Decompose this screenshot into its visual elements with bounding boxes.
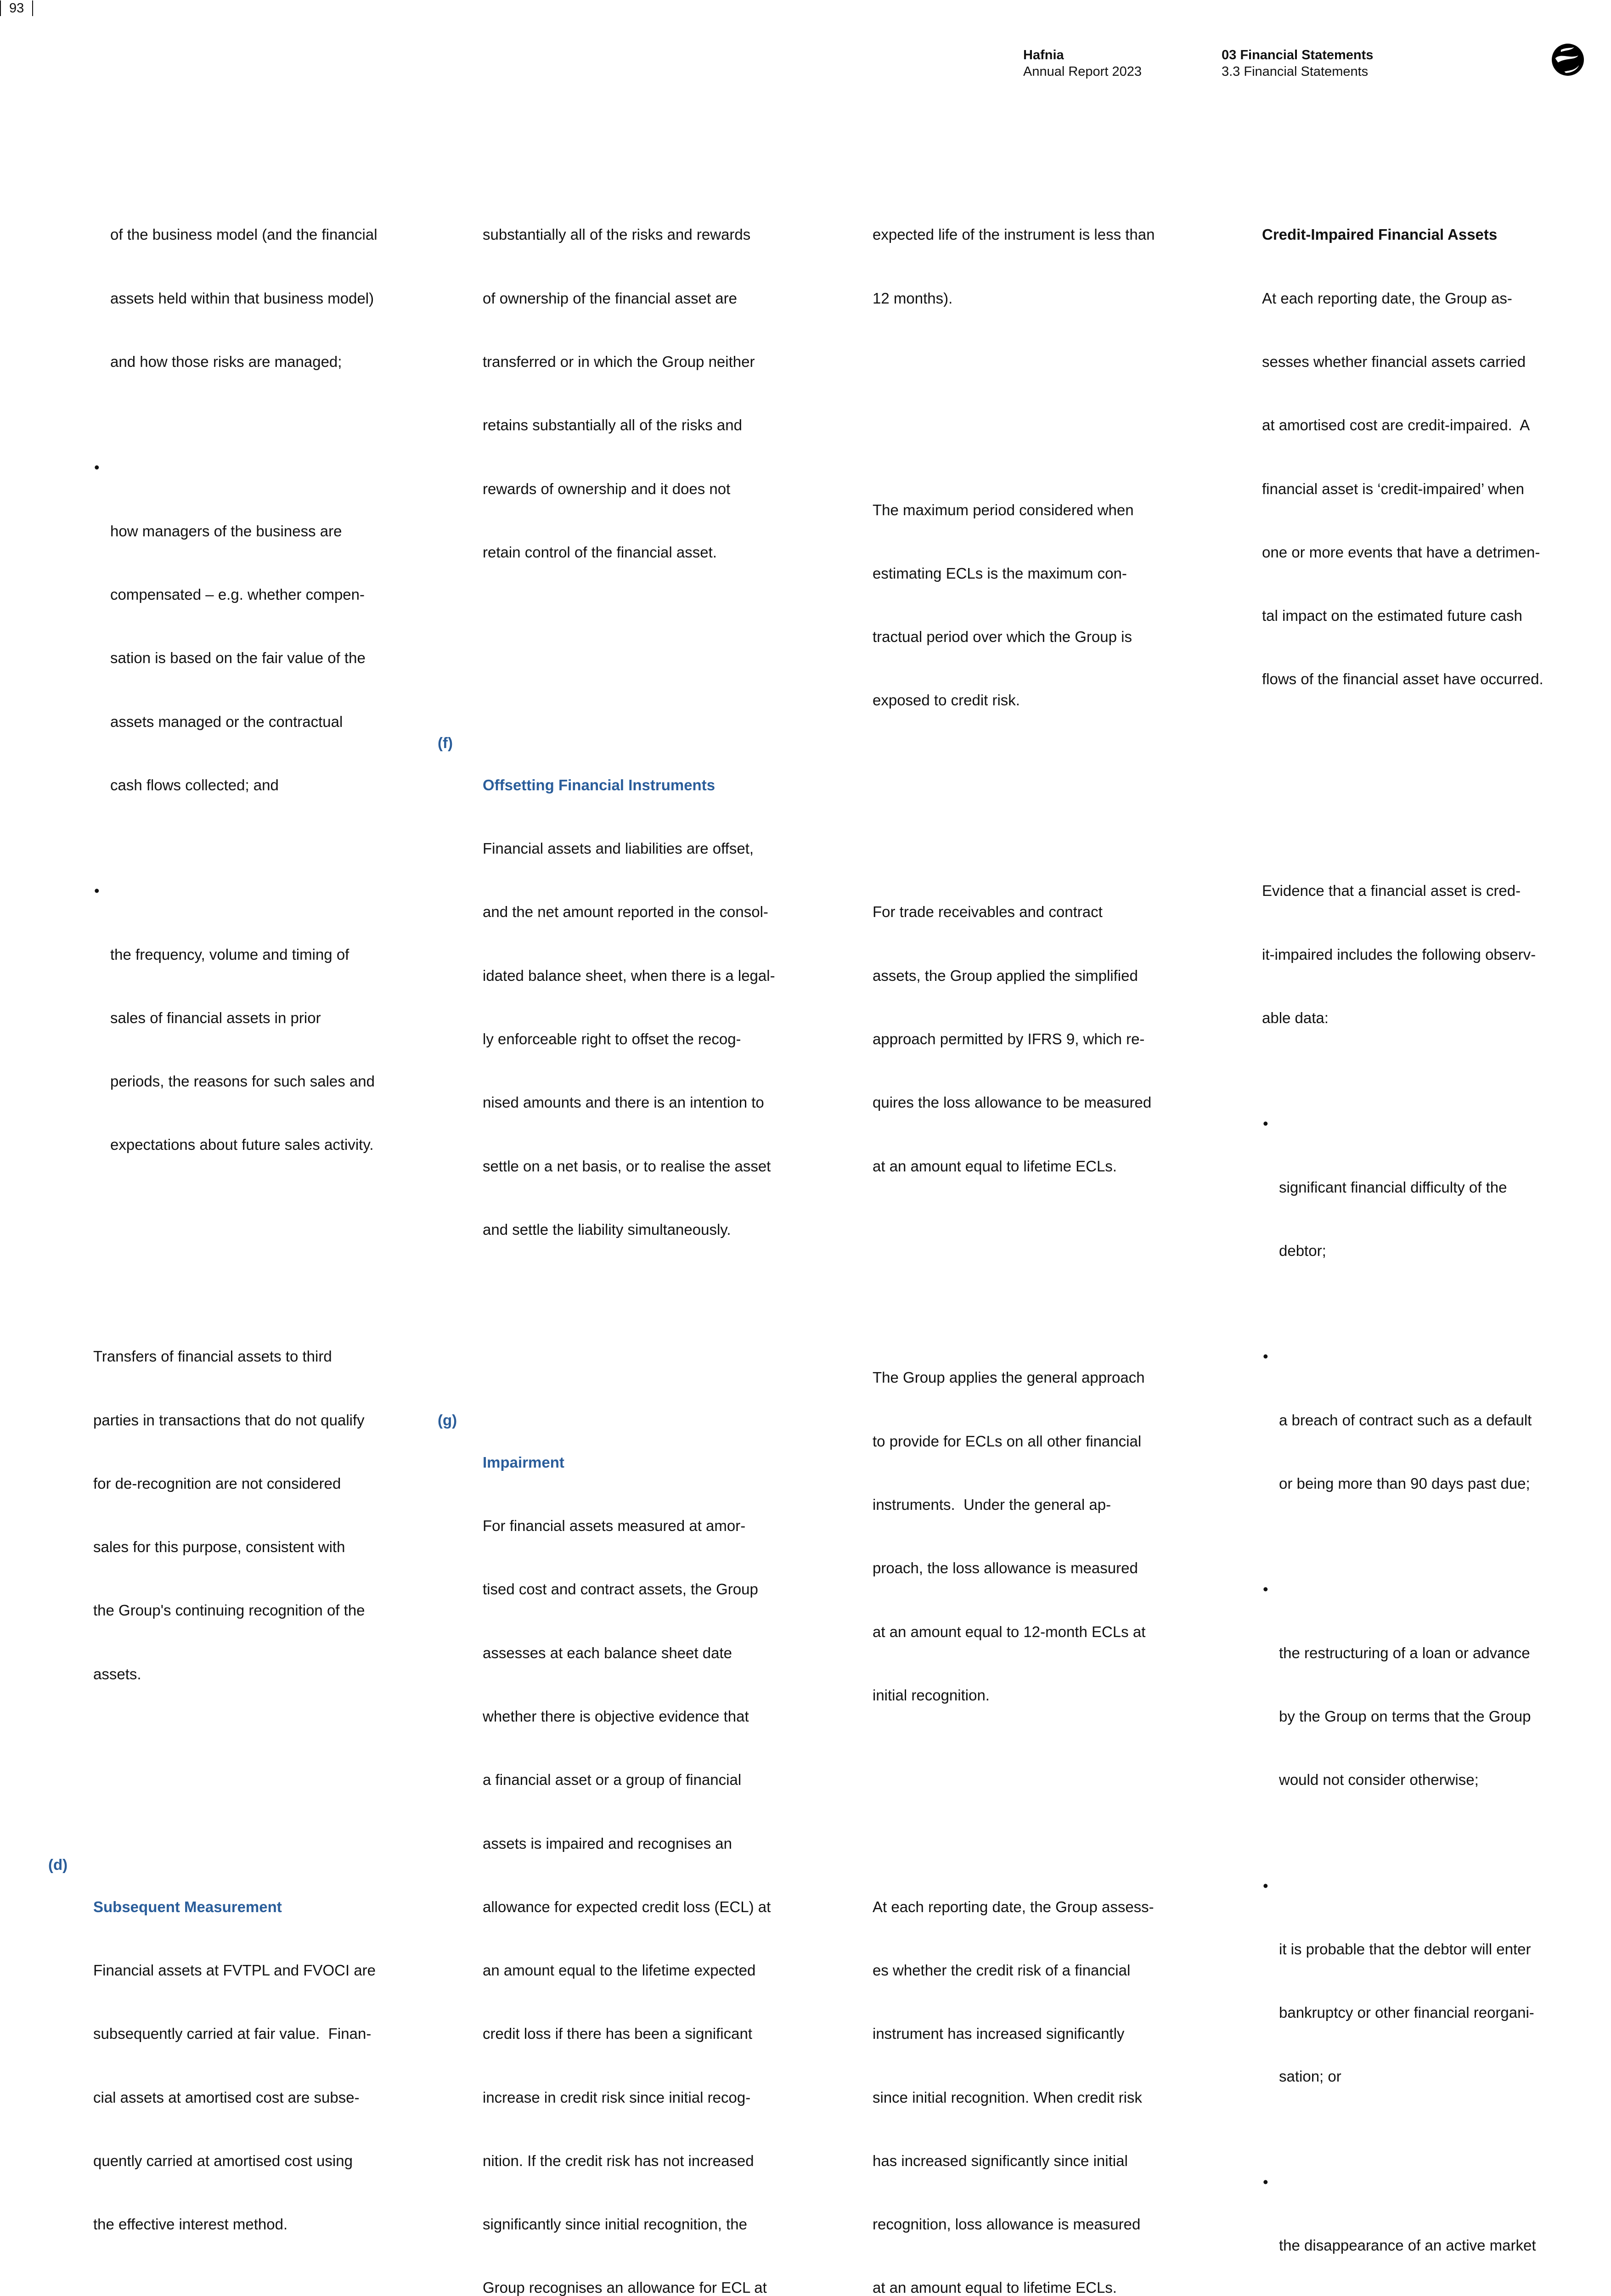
- text-line: at amortised cost are credit-impaired. A: [1262, 415, 1563, 436]
- trade-receivables-paragraph: [873, 859, 1155, 1219]
- section-g: [483, 1389, 775, 2296]
- text-line: how managers of the business are: [110, 521, 377, 542]
- text-line: sation; or: [1279, 2066, 1563, 2087]
- page-number-box: [0, 0, 1611, 17]
- section-d: [93, 1833, 377, 2296]
- text-line: expected life of the instrument is less than: [873, 224, 1155, 245]
- text-line: tal impact on the estimated future cash: [1262, 605, 1563, 626]
- text-line: instrument has increased significantly: [873, 2023, 1155, 2044]
- text-line: The Group applies the general approach: [873, 1367, 1155, 1388]
- text-line: one or more events that have a detrimen-: [1262, 542, 1563, 563]
- bullet-icon: •: [1263, 1875, 1268, 1896]
- text-line: the frequency, volume and timing of: [110, 944, 377, 965]
- section-tag: (d): [48, 1854, 68, 1875]
- text-line: at an amount equal to lifetime ECLs.: [873, 1156, 1155, 1177]
- text-line: sales for this purpose, consistent with: [93, 1536, 377, 1558]
- text-line: proach, the loss allowance is measured: [873, 1558, 1155, 1579]
- text-line: the effective interest method.: [93, 2214, 377, 2235]
- text-line: sation is based on the fair value of the: [110, 647, 377, 669]
- text-line: expectations about future sales activity.: [110, 1134, 377, 1155]
- text-line: an amount equal to the lifetime expected: [483, 1960, 775, 1981]
- text-line: parties in transactions that do not qualify: [93, 1410, 377, 1431]
- general-approach-paragraph: [873, 1325, 1155, 1748]
- section-heading: Impairment: [483, 1452, 775, 1473]
- text-line: of the business model (and the financial: [110, 224, 377, 245]
- column-3: [873, 140, 1155, 2296]
- text-line: 12 months).: [873, 288, 1155, 309]
- list-item: [1262, 1346, 1563, 1536]
- text-line: tractual period over which the Group is: [873, 626, 1155, 647]
- text-line: the Group's continuing recognition of the: [93, 1600, 377, 1621]
- report-title: Annual Report 2023: [1023, 63, 1142, 80]
- section-f: [483, 711, 775, 1283]
- bullet-continuation: [93, 182, 377, 415]
- list-item: [1262, 1579, 1563, 1833]
- header-brand: [1023, 47, 1142, 80]
- text-line: the restructuring of a loan or advance: [1279, 1643, 1563, 1664]
- section-tag: (g): [438, 1410, 457, 1431]
- text-line: significant financial difficulty of the: [1279, 1177, 1563, 1198]
- evidence-paragraph: [1262, 838, 1563, 1071]
- text-line: financial asset is ‘credit-impaired’ when: [1262, 478, 1563, 500]
- text-line: increase in credit risk since initial recog-: [483, 2087, 775, 2108]
- spacer: [873, 796, 1155, 817]
- text-line: of ownership of the financial asset are: [483, 288, 775, 309]
- text-line: sesses whether financial assets carried: [1262, 351, 1563, 372]
- text-line: assets held within that business model): [110, 288, 377, 309]
- section-title: 03 Financial Statements: [1222, 47, 1373, 63]
- text-line: since initial recognition. When credit risk: [873, 2087, 1155, 2108]
- text-line: Group recognises an allowance for ECL at: [483, 2277, 775, 2296]
- spacer: [873, 394, 1155, 415]
- text-line: assets.: [93, 1664, 377, 1685]
- column-4: [1262, 140, 1563, 2296]
- company-name: Hafnia: [1023, 47, 1142, 63]
- section-heading: Subsequent Measurement: [93, 1896, 377, 1918]
- text-line: would not consider otherwise;: [1279, 1769, 1563, 1790]
- text-line: a breach of contract such as a default: [1279, 1410, 1563, 1431]
- header-section: [1222, 47, 1373, 80]
- continuation-paragraph: [873, 182, 1155, 351]
- text-line: es whether the credit risk of a financial: [873, 1960, 1155, 1981]
- text-line: At each reporting date, the Group assess-: [873, 1896, 1155, 1918]
- text-line: by the Group on terms that the Group: [1279, 1706, 1563, 1727]
- reporting-date-paragraph: [873, 1854, 1155, 2296]
- text-line: to provide for ECLs on all other financial: [873, 1431, 1155, 1452]
- text-line: at an amount equal to lifetime ECLs.: [873, 2277, 1155, 2296]
- subsection-title: 3.3 Financial Statements: [1222, 63, 1373, 80]
- column-1: [93, 140, 377, 2296]
- text-line: For financial assets measured at amor-: [483, 1515, 775, 1536]
- credit-impaired-section: [1262, 182, 1563, 732]
- section-tag: (f): [438, 732, 453, 754]
- text-line: quently carried at amortised cost using: [93, 2150, 377, 2172]
- text-line: Transfers of financial assets to third: [93, 1346, 377, 1367]
- spacer: [483, 647, 775, 669]
- text-line: retains substantially all of the risks and: [483, 415, 775, 436]
- hafnia-logo-icon: [1550, 42, 1585, 77]
- text-line: idated balance sheet, when there is a legal-: [483, 965, 775, 986]
- text-line: At each reporting date, the Group as-: [1262, 288, 1563, 309]
- text-line: for de-recognition are not considered: [93, 1473, 377, 1494]
- list-item: [1262, 1113, 1563, 1304]
- transfers-paragraph: [93, 1304, 377, 1727]
- text-line: retain control of the financial asset.: [483, 542, 775, 563]
- text-line: sales of financial assets in prior: [110, 1007, 377, 1029]
- section-heading: Offsetting Financial Instruments: [483, 775, 775, 796]
- list-item: [1262, 2172, 1563, 2296]
- text-line: a financial asset or a group of financial: [483, 1769, 775, 1790]
- text-line: it is probable that the debtor will enter: [1279, 1939, 1563, 1960]
- text-line: ly enforceable right to offset the recog-: [483, 1029, 775, 1050]
- text-line: substantially all of the risks and rewards: [483, 224, 775, 245]
- page-divider-right: [32, 0, 33, 16]
- text-line: has increased significantly since initial: [873, 2150, 1155, 2172]
- bullet-icon: •: [94, 880, 100, 901]
- text-line: bankruptcy or other financial reorgani-: [1279, 2002, 1563, 2023]
- text-line: and settle the liability simultaneously.: [483, 1219, 775, 1240]
- bullet-icon: •: [1263, 2172, 1268, 2193]
- text-line: For trade receivables and contract: [873, 901, 1155, 923]
- spacer: [483, 1325, 775, 1346]
- text-line: instruments. Under the general ap-: [873, 1494, 1155, 1515]
- text-line: significantly since initial recognition, the: [483, 2214, 775, 2235]
- list-item: [93, 457, 377, 838]
- continuation-paragraph: [483, 182, 775, 605]
- text-line: tised cost and contract assets, the Group: [483, 1579, 775, 1600]
- spacer: [93, 1240, 377, 1261]
- text-line: and how those risks are managed;: [110, 351, 377, 372]
- bullet-icon: •: [1263, 1579, 1268, 1600]
- column-2: [483, 140, 775, 2296]
- text-line: the disappearance of an active market: [1279, 2235, 1563, 2256]
- text-line: or being more than 90 days past due;: [1279, 1473, 1563, 1494]
- text-line: nised amounts and there is an intention to: [483, 1092, 775, 1113]
- text-line: nition. If the credit risk has not increased: [483, 2150, 775, 2172]
- text-line: estimating ECLs is the maximum con-: [873, 563, 1155, 584]
- text-line: approach permitted by IFRS 9, which re-: [873, 1029, 1155, 1050]
- text-line: subsequently carried at fair value. Finan-: [93, 2023, 377, 2044]
- text-line: cial assets at amortised cost are subse-: [93, 2087, 377, 2108]
- text-line: periods, the reasons for such sales and: [110, 1071, 377, 1092]
- text-line: assets is impaired and recognises an: [483, 1833, 775, 1854]
- spacer: [873, 1790, 1155, 1812]
- page-number: 93: [1, 0, 32, 17]
- text-line: flows of the financial asset have occurred.: [1262, 669, 1563, 690]
- spacer: [1262, 775, 1563, 796]
- spacer: [93, 1769, 377, 1790]
- text-line: allowance for expected credit loss (ECL) at: [483, 1896, 775, 1918]
- text-line: Financial assets at FVTPL and FVOCI are: [93, 1960, 377, 1981]
- text-line: recognition, loss allowance is measured: [873, 2214, 1155, 2235]
- section-heading: Credit-Impaired Financial Assets: [1262, 224, 1563, 245]
- text-line: The maximum period considered when: [873, 500, 1155, 521]
- text-line: Evidence that a financial asset is cred-: [1262, 880, 1563, 901]
- max-period-paragraph: [873, 457, 1155, 753]
- text-line: and the net amount reported in the consol-: [483, 901, 775, 923]
- text-line: Financial assets and liabilities are offset,: [483, 838, 775, 859]
- text-line: at an amount equal to 12-month ECLs at: [873, 1621, 1155, 1643]
- text-line: assets managed or the contractual: [110, 711, 377, 732]
- text-line: cash flows collected; and: [110, 775, 377, 796]
- bullet-icon: •: [1263, 1113, 1268, 1134]
- text-line: rewards of ownership and it does not: [483, 478, 775, 500]
- text-line: exposed to credit risk.: [873, 690, 1155, 711]
- text-line: debtor;: [1279, 1240, 1563, 1261]
- text-line: assesses at each balance sheet date: [483, 1643, 775, 1664]
- text-line: credit loss if there has been a significant: [483, 2023, 775, 2044]
- text-line: settle on a net basis, or to realise the asset: [483, 1156, 775, 1177]
- text-line: assets, the Group applied the simplified: [873, 965, 1155, 986]
- text-line: able data:: [1262, 1007, 1563, 1029]
- bullet-icon: •: [94, 457, 100, 478]
- spacer: [873, 1261, 1155, 1283]
- text-line: it-impaired includes the following observ-: [1262, 944, 1563, 965]
- list-item: [93, 880, 377, 1198]
- spacer: [93, 2277, 377, 2296]
- text-line: transferred or in which the Group neither: [483, 351, 775, 372]
- text-line: compensated – e.g. whether compen-: [110, 584, 377, 605]
- text-line: whether there is objective evidence that: [483, 1706, 775, 1727]
- list-item: [1262, 1875, 1563, 2129]
- text-line: quires the loss allowance to be measured: [873, 1092, 1155, 1113]
- bullet-icon: •: [1263, 1346, 1268, 1367]
- text-line: initial recognition.: [873, 1685, 1155, 1706]
